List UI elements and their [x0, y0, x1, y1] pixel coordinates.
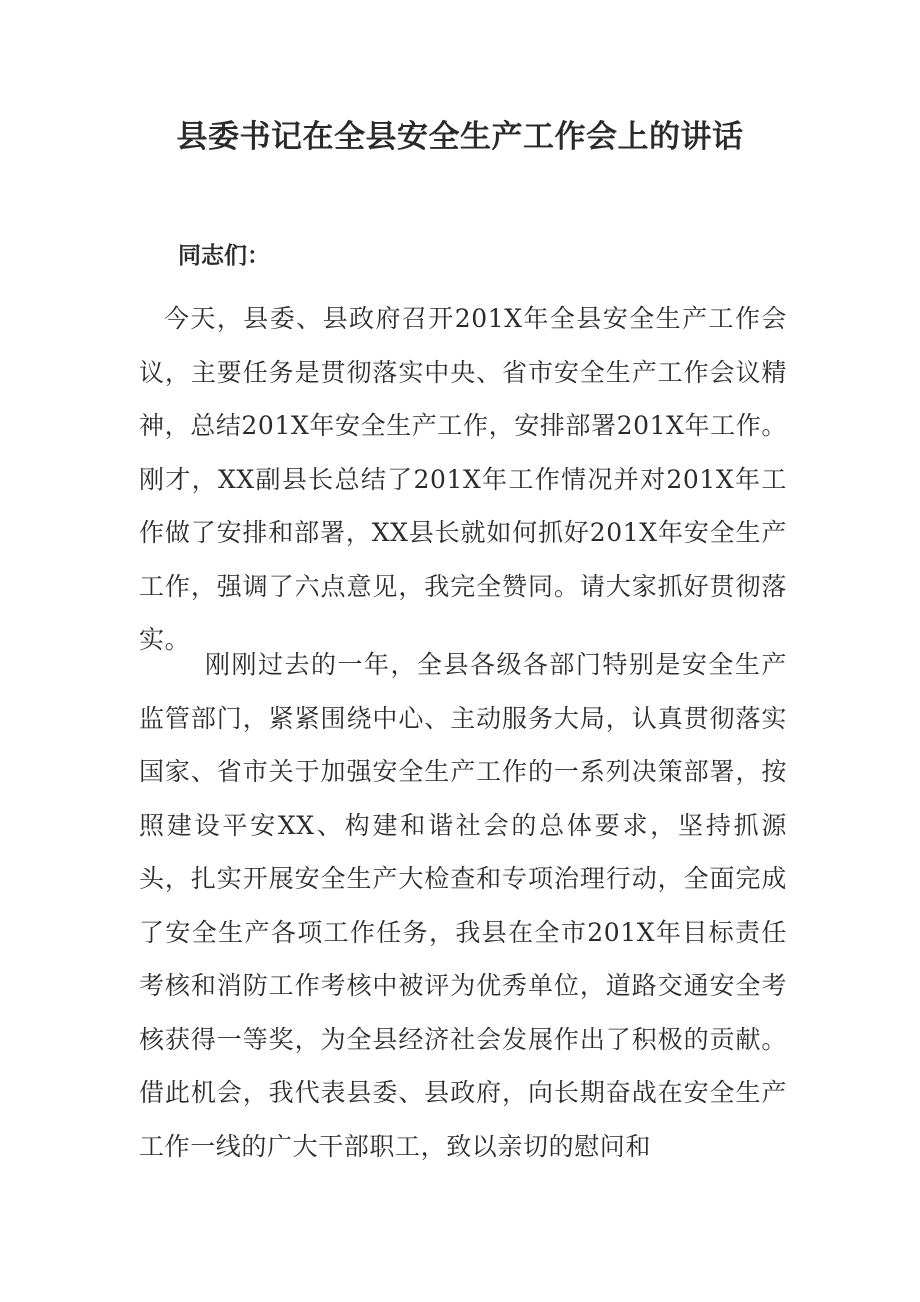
- salutation: 同志们：: [178, 243, 270, 269]
- document-title: 县委书记在全县安全生产工作会上的讲话: [176, 119, 744, 155]
- paragraph-1: 今天，县委、县政府召开201X年全县安全生产工作会议，主要任务是贯彻落实中央、省市安全生产工作会议精神，总结201X年安全生产工作，安排部署201X年工作。刚才，XX副县长总结了201X年工作情况并对201X年工作做了安排和部署，XX县长就如何抓好201X年安全生产工作，强调了六点意见，我完全赞同。请大家抓好贯彻落实。: [139, 304, 787, 654]
- paragraph-2: 刚刚过去的一年，全县各级各部门特别是安全生产监管部门，紧紧围绕中心、主动服务大局，认真贯彻落实国家、省市关于加强安全生产工作的一系列决策部署，按照建设平安XX、构建和谐社会的总体要求，坚持抓源头，扎实开展安全生产大检查和专项治理行动，全面完成了安全生产各项工作任务，我县在全市201X年目标责任考核和消防工作考核中被评为优秀单位，道路交通安全考核获得一等奖，为全县经济社会发展作出了积极的贡献。借此机会，我代表县委、县政府，向长期奋战在安全生产工作一线的广大干部职工，致以亲切的慰问和: [139, 650, 787, 1161]
